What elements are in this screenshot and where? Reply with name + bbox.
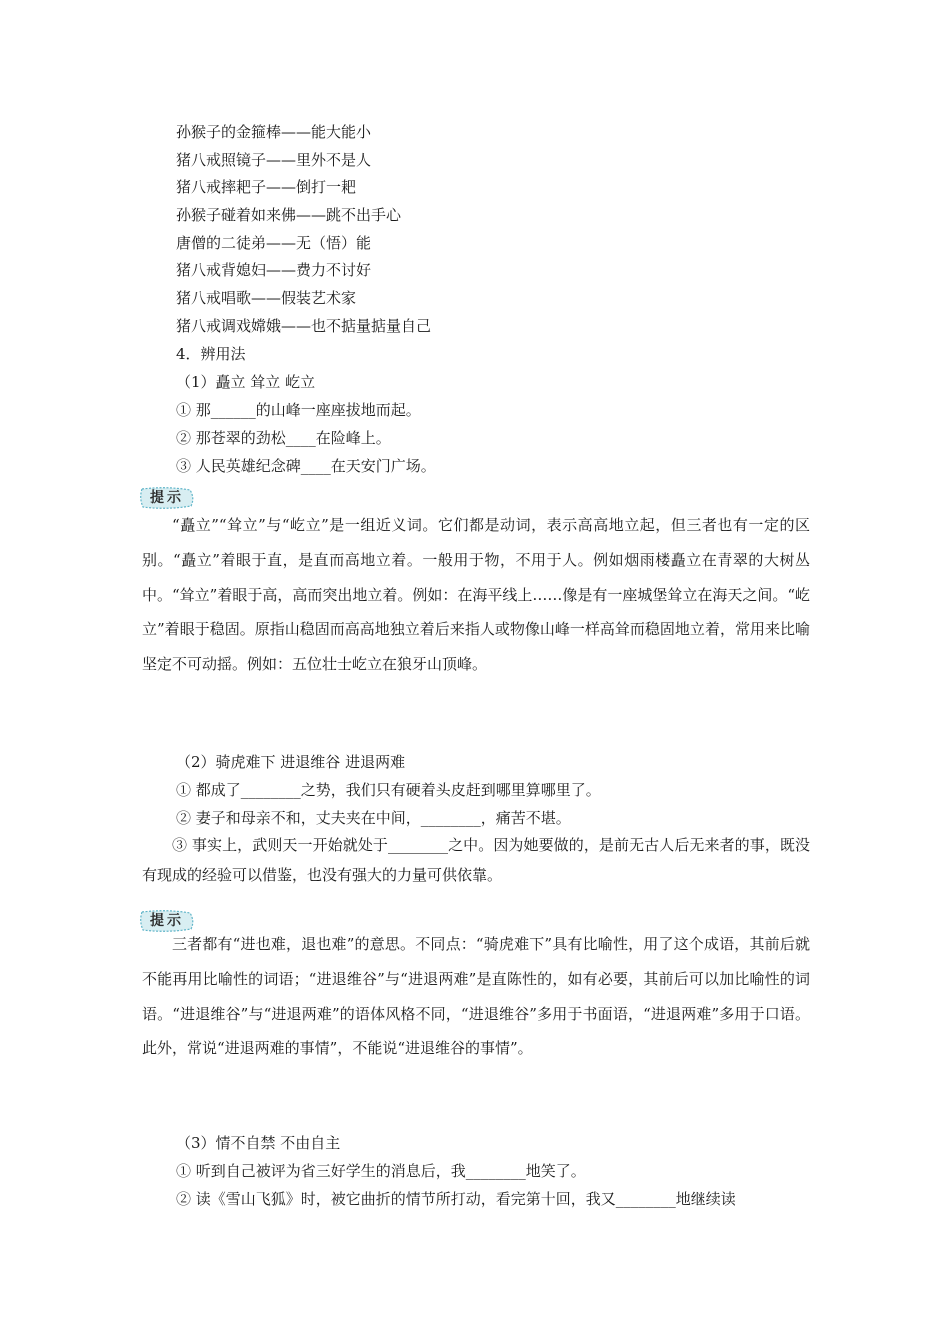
hint-badge — [138, 486, 196, 510]
group1-heading: （1）矗立 耸立 屹立 — [176, 373, 316, 391]
exercise-item: ① 都成了________之势，我们只有硬着头皮赶到哪里算哪里了。 — [176, 781, 601, 799]
exercise-item: ② 读《雪山飞狐》时，被它曲折的情节所打动，看完第十回，我又________地继续读 — [176, 1190, 736, 1208]
group2-heading: （2）骑虎难下 进退维谷 进退两难 — [176, 753, 406, 771]
section-title: 4．辨用法 — [176, 345, 246, 363]
hint-badge-label: 提示 — [150, 913, 184, 929]
exercise-item: ③ 人民英雄纪念碑____在天安门广场。 — [176, 457, 436, 475]
xiehouyu-line: 猪八戒摔耙子——倒打一耙 — [176, 178, 357, 196]
xiehouyu-line: 猪八戒调戏嫦娥——也不掂量掂量自己 — [176, 317, 432, 335]
xiehouyu-line: 孙猴子碰着如来佛——跳不出手心 — [176, 206, 402, 224]
group3-heading: （3）情不自禁 不由自主 — [176, 1134, 341, 1152]
exercise-item: ① 听到自己被评为省三好学生的消息后，我________地笑了。 — [176, 1162, 586, 1180]
xiehouyu-line: 猪八戒背媳妇——费力不讨好 — [176, 261, 372, 279]
hint-paragraph: 三者都有“进也难，退也难”的意思。不同点：“骑虎难下”具有比喻性，用了这个成语，其前后就不能再用比喻性的词语；“进退维谷”与“进退两难”是直陈性的，如有必要，其前后可以加比喻性的词语。“进退维谷”与“进退两难”的语体风格不同，“进退维谷”多用于书面语，“进退两难”多用于口语。此外，常说“进退两难的事情”，不能说“进退维谷的事情”。 — [142, 935, 810, 1058]
hint-badge-label: 提示 — [150, 490, 184, 506]
hint-paragraph: “矗立”“耸立”与“屹立”是一组近义词。它们都是动词，表示高高地立起，但三者也有一定的区别。“矗立”着眼于直，是直而高地立着。一般用于物，不用于人。例如烟雨楼矗立在青翠的大树丛中。“耸立”着眼于高，高而突出地立着。例如：在海平线上……像是有一座城堡耸立在海天之间。“屹立”着眼于稳固。原指山稳固而高高地独立着后来指人或物像山峰一样高耸而稳固地立着，常用来比喻坚定不可动摇。例如：五位壮士屹立在狼牙山顶峰。 — [142, 516, 811, 674]
xiehouyu-line: 唐僧的二徒弟——无（悟）能 — [176, 234, 372, 252]
exercise-item: ② 那苍翠的劲松____在险峰上。 — [176, 429, 391, 447]
xiehouyu-line: 猪八戒唱歌——假装艺术家 — [176, 289, 357, 307]
exercise-item: ① 那______的山峰一座座拔地而起。 — [176, 401, 421, 419]
exercise-item: ② 妻子和母亲不和，丈夫夹在中间，________，痛苦不堪。 — [176, 809, 571, 827]
xiehouyu-line: 孙猴子的金箍棒——能大能小 — [176, 123, 372, 141]
xiehouyu-line: 猪八戒照镜子——里外不是人 — [176, 151, 372, 169]
exercise-item: ③ 事实上，武则天一开始就处于________之中。因为她要做的，是前无古人后无来者的事，既没有现成的经验可以借鉴，也没有强大的力量可供依靠。 — [142, 836, 810, 884]
